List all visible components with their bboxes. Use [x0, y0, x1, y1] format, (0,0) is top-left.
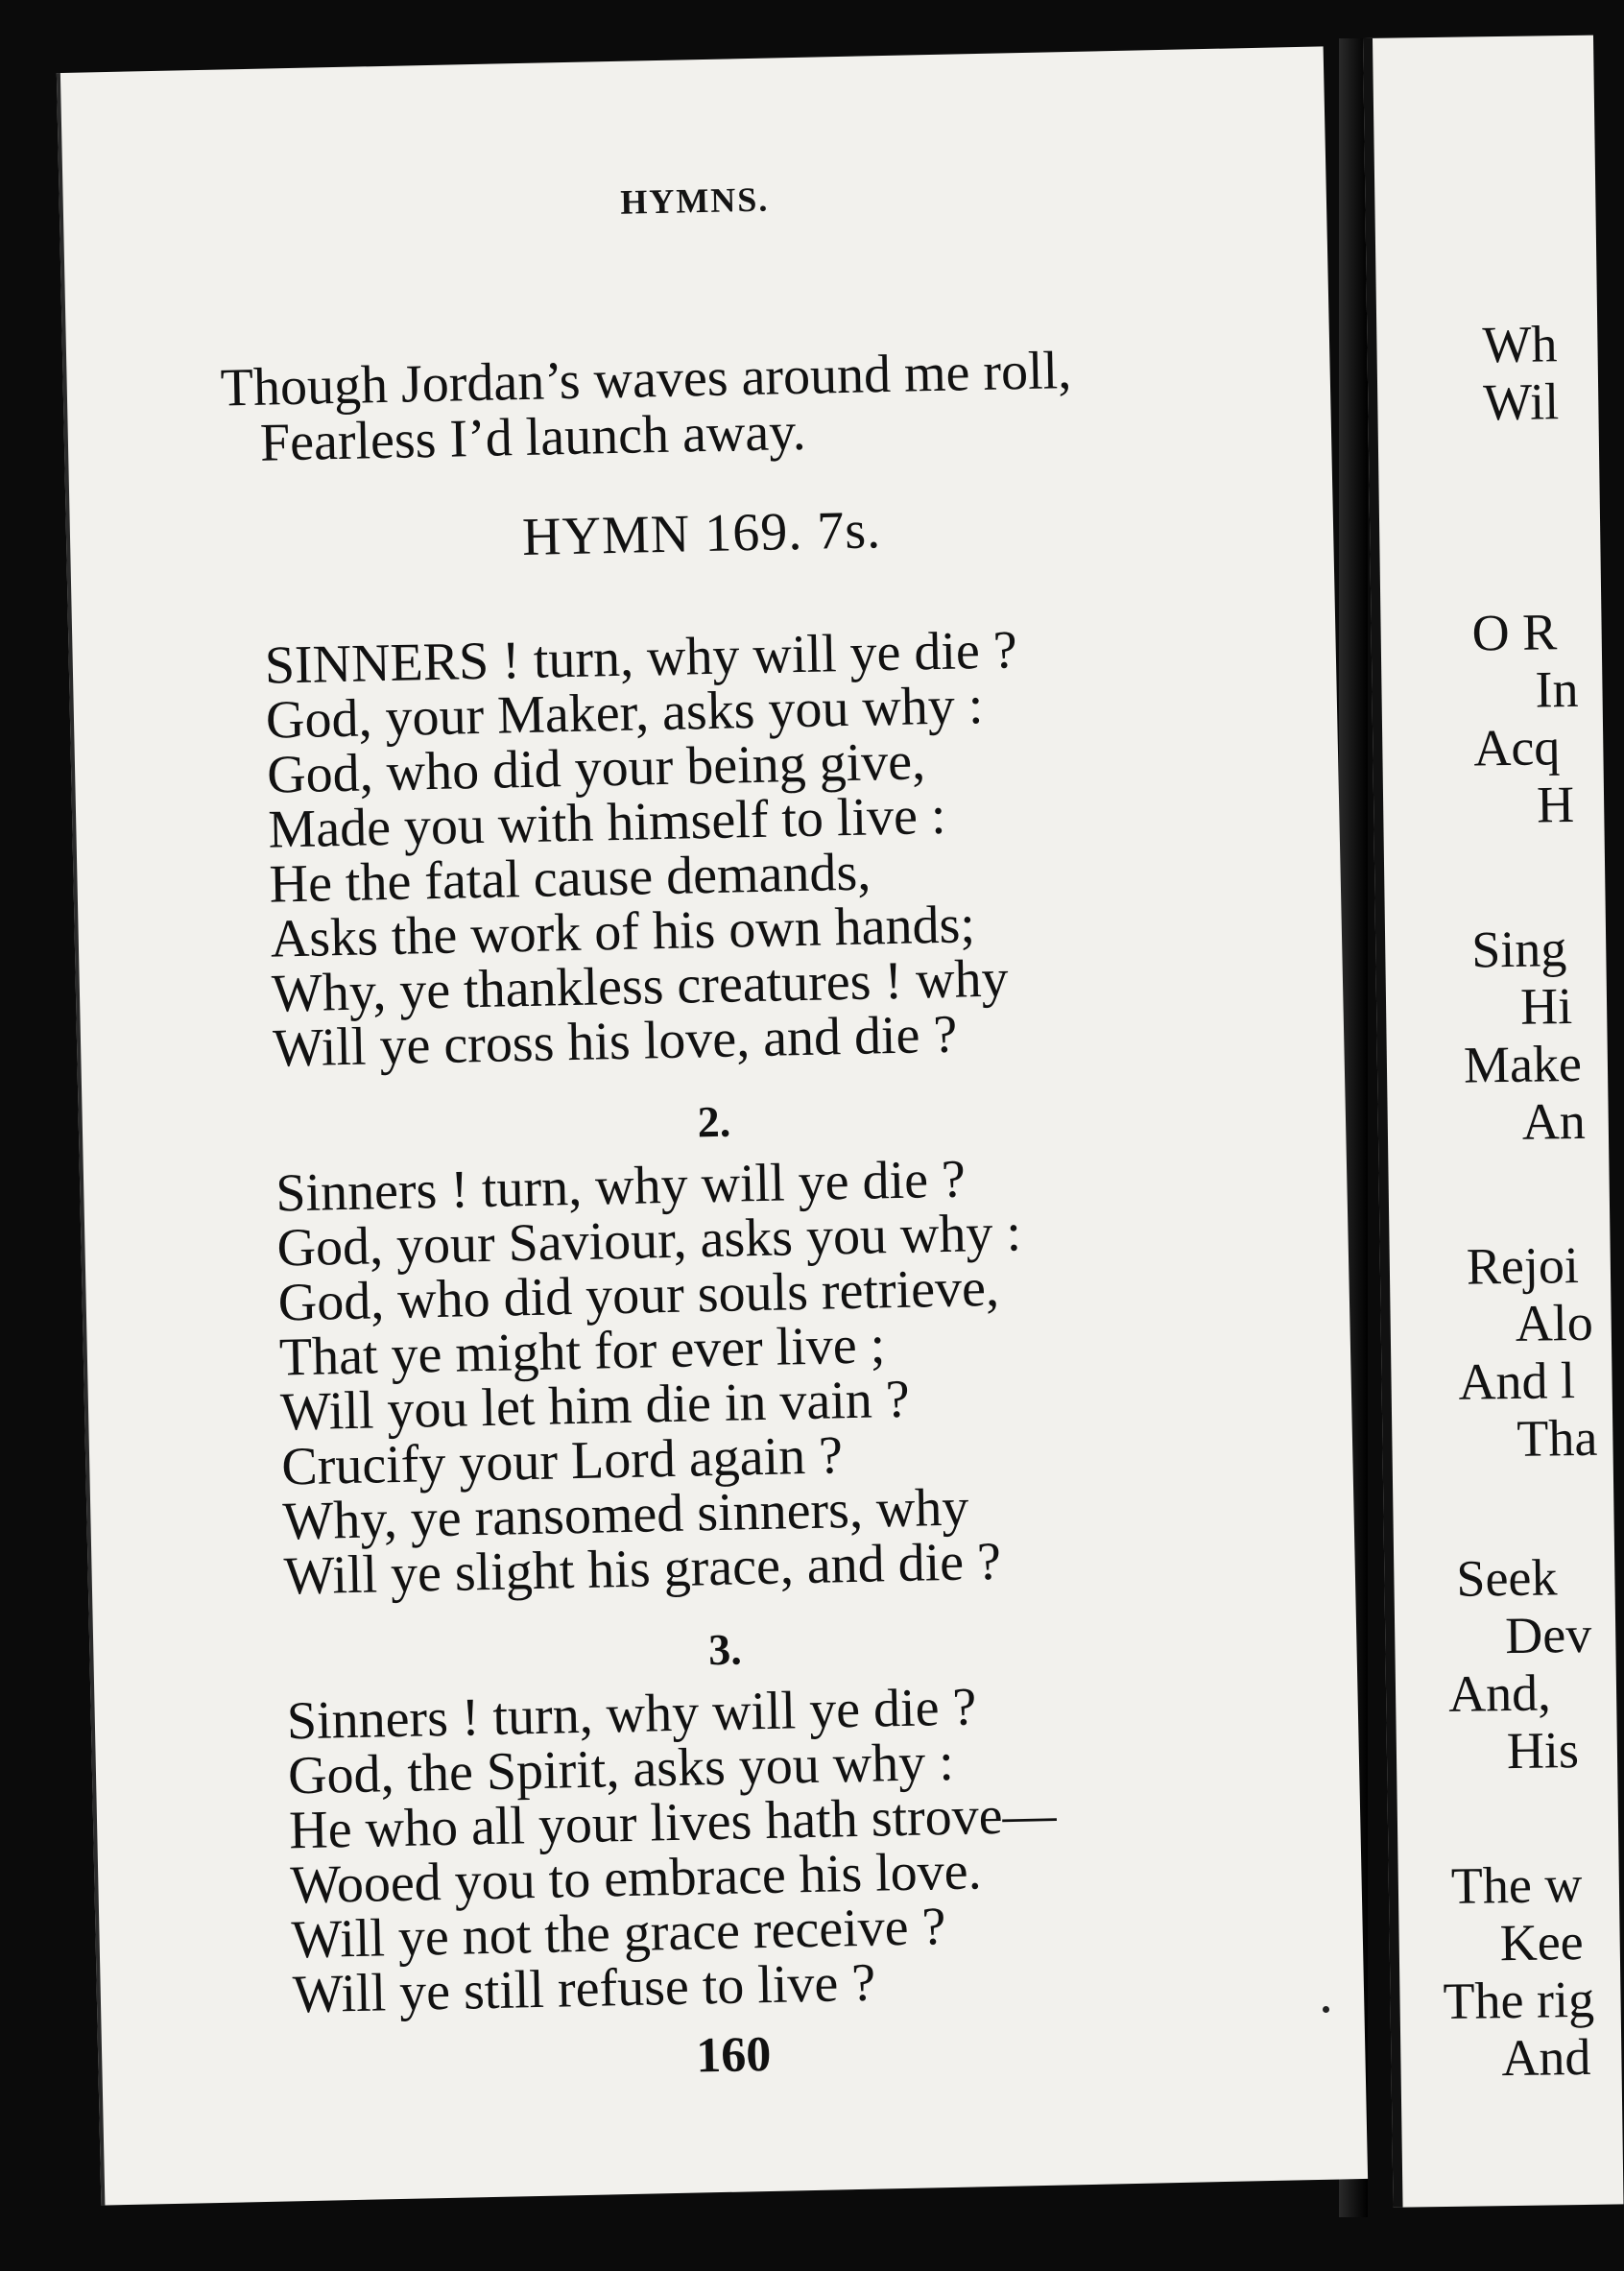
lead-line: Though Jordan’s waves around me roll,	[220, 340, 1072, 418]
right-page-fragment: An	[1521, 1091, 1587, 1151]
right-page-fragment: Kee	[1499, 1912, 1585, 1972]
verse-line: That ye might for ever live ;	[278, 1315, 886, 1388]
lead-line: Fearless I’d launch away.	[259, 401, 807, 473]
verse-line: Why, ye thankless creatures ! why	[271, 948, 1010, 1024]
verse-line: Will ye slight his grace, and die ?	[283, 1531, 1002, 1607]
right-page-fragment: Rejoi	[1466, 1235, 1580, 1296]
right-page-fragment: Alo	[1515, 1293, 1594, 1352]
right-page-fragment: Make	[1463, 1034, 1583, 1094]
ink-speck	[1323, 2006, 1329, 2013]
verse-line: Will ye cross his love, and die ?	[272, 1004, 958, 1079]
verse-line: Why, ye ransomed sinners, why	[281, 1477, 969, 1552]
right-page-fragment: O R	[1471, 603, 1558, 662]
stanza-number: 3.	[707, 1624, 743, 1675]
verse-line: He the fatal cause demands,	[268, 842, 872, 915]
right-page-fragment: And	[1500, 2027, 1591, 2088]
right-page	[1363, 36, 1624, 2208]
verse-line: SINNERS ! turn, why will ye die ?	[264, 620, 1018, 696]
verse-line: Sinners ! turn, why will ye die ?	[275, 1149, 967, 1224]
right-page-fragment: Wh	[1482, 315, 1558, 374]
verse-line: Will ye not the grace receive ?	[291, 1897, 946, 1971]
right-page-fragment: And,	[1447, 1663, 1552, 1723]
left-page	[57, 46, 1368, 2205]
verse-line: God, your Maker, asks you why :	[265, 675, 984, 751]
right-page-fragment: Sing	[1470, 920, 1567, 979]
right-page-fragment: Hi	[1519, 977, 1573, 1036]
verse-line: God, your Saviour, asks you why :	[275, 1203, 1022, 1279]
right-page-fragment: Dev	[1504, 1605, 1592, 1665]
verse-line: Will you let him die in vain ?	[279, 1369, 911, 1443]
right-page-fragment: Seek	[1455, 1548, 1558, 1608]
verse-line: Wooed you to embrace his love.	[289, 1841, 983, 1916]
stanza-number: 2.	[697, 1096, 731, 1147]
verse-line: Asks the work of his own hands;	[270, 895, 976, 969]
verse-line: Will ye still refuse to live ?	[292, 1952, 876, 2025]
verse-line: Sinners ! turn, why will ye die ?	[286, 1677, 977, 1752]
verse-line: He who all your lives hath strove—	[288, 1784, 1058, 1861]
right-page-fragment: His	[1506, 1721, 1580, 1781]
right-page-fragment: In	[1535, 659, 1579, 719]
verse-line: Crucify your Lord again ?	[280, 1425, 844, 1497]
running-head: HYMNS.	[619, 179, 770, 222]
hymn-title: HYMN 169. 7s.	[521, 500, 882, 568]
bleed-through	[1105, 416, 1117, 466]
right-page-fragment: Tha	[1516, 1408, 1598, 1468]
right-page-fragment: The w	[1450, 1855, 1583, 1915]
verse-line: God, who did your souls retrieve,	[277, 1257, 1000, 1333]
right-page-fragment: And l	[1458, 1351, 1576, 1411]
page-number: 160	[695, 2026, 772, 2084]
verse-line: Made you with himself to live :	[267, 785, 947, 860]
verse-line: God, the Spirit, asks you why :	[287, 1732, 955, 1806]
right-page-fragment: Acq	[1472, 718, 1561, 777]
right-page-fragment: Wil	[1482, 372, 1560, 432]
right-page-fragment: H	[1536, 776, 1575, 834]
verse-line: God, who did your being give,	[266, 731, 926, 805]
right-page-fragment: The rig	[1443, 1970, 1595, 2031]
